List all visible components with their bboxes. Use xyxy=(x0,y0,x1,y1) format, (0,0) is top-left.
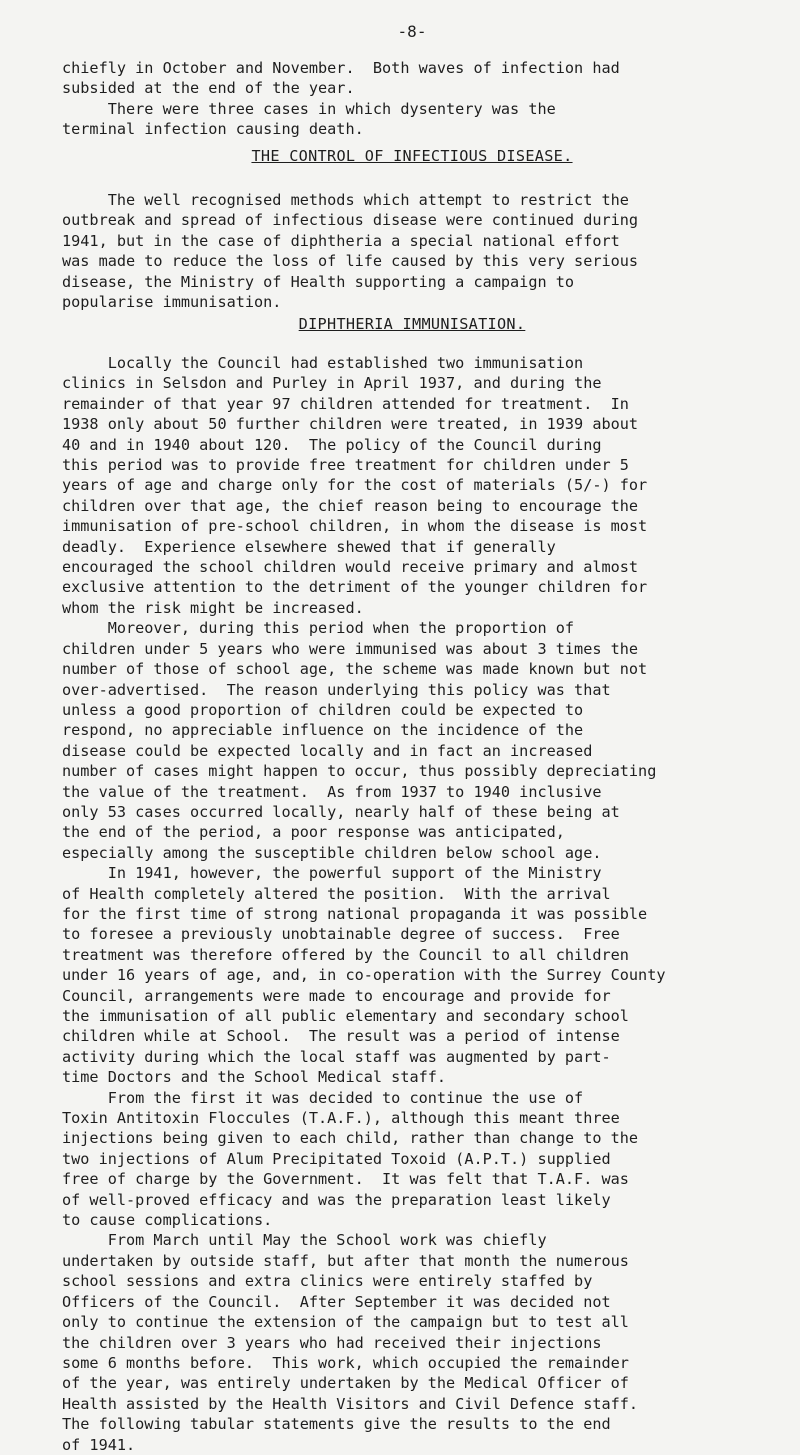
text-line: some 6 months before. This work, which occupied the remainder xyxy=(62,1353,629,1372)
text-line: remainder of that year 97 children attended for treatment. In xyxy=(62,394,629,413)
text-line: Health assisted by the Health Visitors and Civil Defence staff. xyxy=(62,1394,639,1413)
text-line: respond, no appreciable influence on the incidence of the xyxy=(62,721,584,740)
text-line: 40 and in 1940 about 120. The policy of the Council during xyxy=(62,435,602,454)
text-line: Toxin Antitoxin Floccules (T.A.F.), although this meant three xyxy=(62,1109,620,1128)
text-line: over-advertised. The reason underlying this policy was that xyxy=(62,680,611,699)
text-line: the children over 3 years who had received their injections xyxy=(62,1333,602,1352)
text-line: of 1941. xyxy=(62,1435,136,1454)
text-line: children over that age, the chief reason being to encourage the xyxy=(62,496,639,515)
text-line: the value of the treatment. As from 1937 to 1940 inclusive xyxy=(62,782,602,801)
text-line: of Health completely altered the position. With the arrival xyxy=(62,884,611,903)
text-line: unless a good proportion of children could be expected to xyxy=(62,700,584,719)
text-line: From the first it was decided to continue the use of xyxy=(62,1088,584,1107)
text-line: 1938 only about 50 further children were treated, in 1939 about xyxy=(62,415,639,434)
text-line: whom the risk might be increased. xyxy=(62,598,364,617)
text-line: popularise immunisation. xyxy=(62,293,282,312)
control-paragraph xyxy=(62,190,762,312)
text-line: was made to reduce the loss of life caused by this very serious xyxy=(62,252,639,271)
diphtheria-paragraphs xyxy=(62,353,762,1455)
text-line: injections being given to each child, rather than change to the xyxy=(62,1129,639,1148)
text-line: the end of the period, a poor response was anticipated, xyxy=(62,823,565,842)
text-line: immunisation of pre-school children, in whom the disease is most xyxy=(62,517,648,536)
text-line: number of cases might happen to occur, thus possibly depreciating xyxy=(62,762,657,781)
text-line: Moreover, during this period when the proportion of xyxy=(62,619,575,638)
text-line: years of age and charge only for the cost of materials (5/-) for xyxy=(62,476,648,495)
text-line: only to continue the extension of the campaign but to test all xyxy=(62,1313,629,1332)
text-line: activity during which the local staff was augmented by part- xyxy=(62,1047,611,1066)
text-line: terminal infection causing death. xyxy=(62,120,364,139)
text-line: From March until May the School work was chiefly xyxy=(62,1231,547,1250)
text-line: disease, the Ministry of Health supporting a campaign to xyxy=(62,272,575,291)
text-line: school sessions and extra clinics were entirely staffed by xyxy=(62,1272,593,1291)
text-line: Locally the Council had established two immunisation xyxy=(62,354,584,372)
text-line: time Doctors and the School Medical staff. xyxy=(62,1068,447,1087)
text-line: 1941, but in the case of diphtheria a special national effort xyxy=(62,231,620,250)
section-heading-diphtheria: DIPHTHERIA IMMUNISATION. xyxy=(298,315,526,333)
text-line: children while at School. The result was a period of intense xyxy=(62,1027,620,1046)
text-line: Council, arrangements were made to encourage and provide for xyxy=(62,986,611,1005)
section-heading-control: THE CONTROL OF INFECTIOUS DISEASE. xyxy=(251,147,573,165)
text-line: subsided at the end of the year. xyxy=(62,79,355,98)
text-line: free of charge by the Government. It was felt that T.A.F. was xyxy=(62,1170,629,1189)
text-line: There were three cases in which dysentery was the xyxy=(62,99,556,118)
text-line: undertaken by outside staff, but after that month the numerous xyxy=(62,1251,629,1270)
page-number: -8- xyxy=(397,22,427,41)
text-line: chiefly in October and November. Both waves of infection had xyxy=(62,59,620,77)
text-line: encouraged the school children would receive primary and almost xyxy=(62,558,639,577)
text-line: for the first time of strong national propaganda it was possible xyxy=(62,904,648,923)
text-line: to cause complications. xyxy=(62,1211,273,1230)
text-line: under 16 years of age, and, in co-operation with the Surrey County xyxy=(62,966,666,985)
text-line: The following tabular statements give the results to the end xyxy=(62,1415,611,1434)
text-line: to foresee a previously unobtainable degree of success. Free xyxy=(62,925,620,944)
text-line: The well recognised methods which attempt to restrict the xyxy=(62,191,629,209)
text-line: number of those of school age, the scheme was made known but not xyxy=(62,660,648,679)
text-line: In 1941, however, the powerful support of the Ministry xyxy=(62,864,602,883)
text-line: of the year, was entirely undertaken by the Medical Officer of xyxy=(62,1374,629,1393)
text-line: outbreak and spread of infectious disease were continued during xyxy=(62,211,639,230)
text-line: this period was to provide free treatment for children under 5 xyxy=(62,456,629,475)
text-line: clinics in Selsdon and Purley in April 1937, and during the xyxy=(62,374,602,393)
text-line: disease could be expected locally and in fact an increased xyxy=(62,741,593,760)
text-line: especially among the susceptible children below school age. xyxy=(62,843,602,862)
text-line: deadly. Experience elsewhere shewed that if generally xyxy=(62,537,556,556)
text-line: treatment was therefore offered by the Council to all children xyxy=(62,945,629,964)
text-line: the immunisation of all public elementary and secondary school xyxy=(62,1007,629,1025)
text-line: children under 5 years who were immunised was about 3 times the xyxy=(62,639,639,658)
text-line: two injections of Alum Precipitated Toxoid (A.P.T.) supplied xyxy=(62,1149,611,1168)
intro-paragraph xyxy=(62,58,762,140)
text-line: exclusive attention to the detriment of the younger children for xyxy=(62,578,648,597)
text-line: of well-proved efficacy and was the preparation least likely xyxy=(62,1190,611,1209)
text-line: only 53 cases occurred locally, nearly half of these being at xyxy=(62,802,620,821)
text-line: Officers of the Council. After September it was decided not xyxy=(62,1292,611,1311)
